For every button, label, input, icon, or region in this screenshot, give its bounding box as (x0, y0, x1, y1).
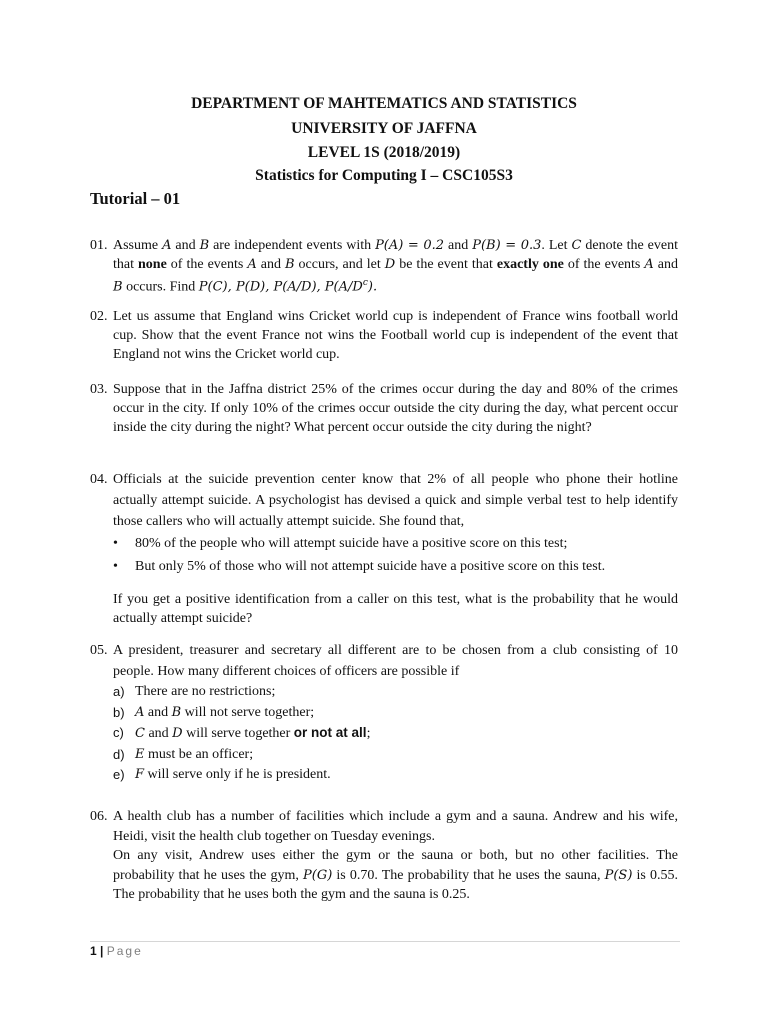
question-number: 03. (90, 382, 108, 397)
footer-divider (90, 941, 680, 942)
sub-question-b: b) A and B will not serve together; (113, 704, 315, 720)
question-prompt: If you get a positive identification from a caller on this test, what is the probability that he would actually attempt suicide? (113, 592, 678, 626)
sub-question-d: d) E must be an officer; (113, 746, 254, 762)
sub-question-e: e) F will serve only if he is president. (113, 767, 331, 782)
header-level: LEVEL 1S (2018/2019) (307, 144, 461, 161)
question-intro: Officials at the suicide prevention center know that 2% of all people who phone their hotline actually attempt suicide. A psychologist has devised a quick and simple verbal test to help identify those callers who will actually attempt suicide. She found that, (113, 472, 678, 529)
question-05 (90, 641, 678, 786)
page-label: Page (106, 944, 143, 958)
question-number: 01. (90, 238, 108, 253)
question-text (113, 469, 678, 628)
bullet-item: • But only 5% of those who will not attempt suicide have a positive score on this test. (113, 555, 678, 578)
header-university: UNIVERSITY OF JAFFNA (291, 120, 477, 137)
question-number: 06. (90, 809, 108, 824)
sub-question-a: a) There are no restrictions; (113, 684, 276, 699)
header-department: DEPARTMENT OF MAHTEMATICS AND STATISTICS (191, 95, 577, 112)
question-text: Let us assume that England wins Cricket world cup is independent of France wins football world cup. Show that the event France not wins the Football world cup is independent of the event that England not wins the Cricket world cup. (113, 309, 678, 362)
question-text (113, 641, 678, 786)
question-06 (90, 807, 678, 905)
question-number: 05. (90, 643, 108, 658)
question-text: Assume A and B are independent events with P(A) = 0.2 and P(B) = 0.3. Let C denote the event that none of the events A and B occurs, and let D be the event that exactly one of the events A and B occurs. Find P(C), P(D), P(A/D), $P(A/D^c)$. (113, 238, 678, 295)
question-01 (90, 236, 678, 297)
sub-question-c: c) C and D will serve together or not at all; (113, 725, 371, 741)
question-04 (90, 469, 678, 628)
question-text: A health club has a number of facilities which include a gym and a sauna. Andrew and his wife, Heidi, visit the health club together on Tuesday evenings. On any visit, Andrew uses either the gym or the sauna or both, but no other facilities. The probability that he uses the gym, P(G) is 0.70. The probability that he uses the sauna, P(S) is 0.55. The probability that he uses both the gym and the sauna is 0.25. (113, 809, 678, 902)
question-02 (90, 307, 678, 364)
question-text: Suppose that in the Jaffna district 25% of the crimes occur during the day and 80% of the crimes occur in the city. If only 10% of the crimes occur outside the city during the day, what percent occur inside the city during the night? What percent occur outside the city during the night? (113, 382, 678, 435)
bullet-item: • 80% of the people who will attempt suicide have a positive score on this test; (113, 532, 678, 555)
question-number: 02. (90, 309, 108, 324)
page-footer: 1 | Page (90, 944, 143, 958)
question-intro: A president, treasurer and secretary all different are to be chosen from a club consisting of 10 people. How many different choices of officers are possible if (113, 643, 678, 679)
question-03 (90, 380, 678, 437)
page-number: 1 (90, 944, 97, 958)
question-number: 04. (90, 472, 108, 487)
header-course: Statistics for Computing I – CSC105S3 (255, 167, 513, 184)
tutorial-title: Tutorial – 01 (90, 189, 181, 208)
